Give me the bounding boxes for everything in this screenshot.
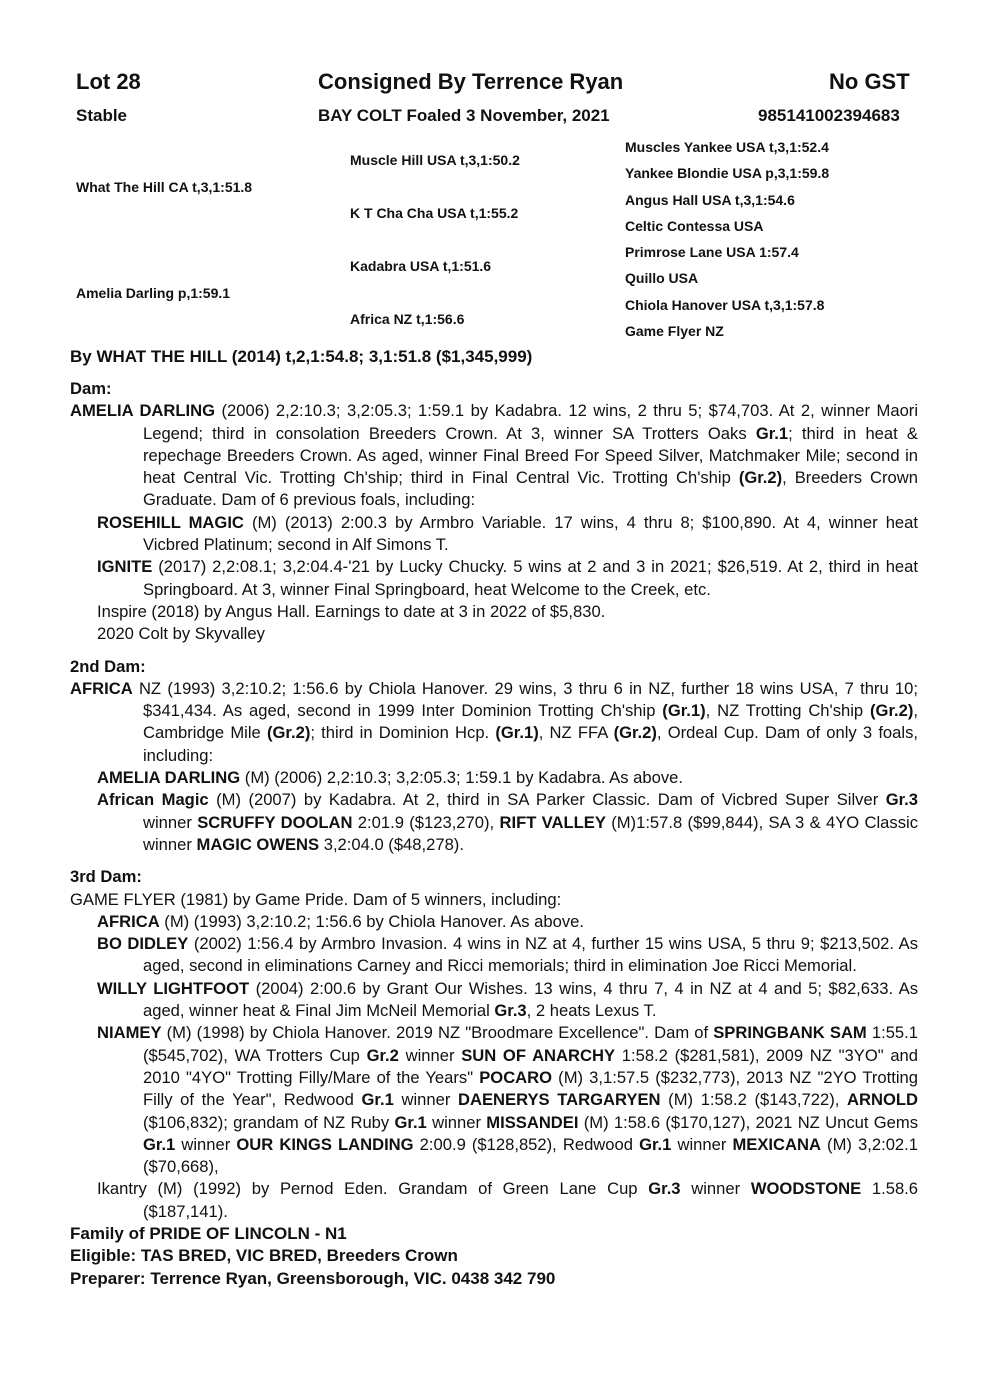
pedigree-gen3-3: Angus Hall USA t,3,1:54.6	[625, 192, 795, 208]
catalogue-body	[70, 378, 918, 1290]
third-dam-heading: 3rd Dam:	[70, 867, 142, 887]
foal-entry-ikantry: Ikantry (M) (1992) by Pernod Eden. Grandam of Green Lane Cup Gr.3 winner WOODSTONE 1.58.6 ($187,141).	[97, 1179, 919, 1221]
pedigree-gen3-6: Quillo USA	[625, 270, 699, 286]
stable-label: Stable	[76, 106, 128, 125]
pedigree-dam: Amelia Darling p,1:59.1	[76, 285, 231, 301]
pedigree-gen3-8: Game Flyer NZ	[625, 323, 724, 339]
foal-entry-2020-colt: 2020 Colt by Skyvalley	[97, 624, 265, 644]
foal-entry-african-magic: African Magic (M) (2007) by Kadabra. At 2, third in SA Parker Classic. Dam of Vicbred Super Silver Gr.3 winner SCRUFFY DOOLAN 2:01.9 ($123,270), RIFT VALLEY (M)1:57.8 ($99,844), SA 3 & 4YO Classic winner MAGIC OWENS 3,2:04.0 ($48,278).	[97, 790, 918, 854]
dam-heading: Dam:	[70, 379, 112, 398]
pedigree-sire: What The Hill CA t,3,1:51.8	[76, 179, 253, 195]
family-line: Family of PRIDE OF LINCOLN - N1	[70, 1223, 347, 1243]
foal-entry-willy-lightfoot: WILLY LIGHTFOOT (2004) 2:00.6 by Grant Our Wishes. 13 wins, 4 thru 7, 4 in NZ at 4 and 5; $82,633. As aged, winner heat & Final Jim McNeil Memorial Gr.3, 2 heats Lexus T.	[97, 978, 919, 1021]
foal-entry-bo-didley: BO DIDLEY (2002) 1:56.4 by Armbro Invasion. 4 wins in NZ at 4, further 15 wins USA, 5 thru 9; $213,502. As aged, second in eliminations Carney and Ricci memorials; third in elimination Joe Ricci Memorial.	[97, 934, 918, 976]
foal-entry-niamey: NIAMEY (M) (1998) by Chiola Hanover. 2019 NZ "Broodmare Excellence". Dam of SPRINGBANK SAM 1:55.1 ($545,702), WA Trotters Cup Gr.2 winner SUN OF ANARCHY 1:58.2 ($281,581), 2009 NZ "3YO" and 2010 "4YO" Trotting Filly/Mare of the Years" POCARO (M) 3,1:57.5 ($232,773), 2013 NZ "2YO Trotting Filly of the Year", Redwood Gr.1 winner DAENERYS TARGARYEN (M) 1:58.2 ($143,722), ARNOLD ($106,832); grandam of NZ Ruby Gr.1 winner MISSANDEI (M) 1:58.6 ($170,127), 2021 NZ Uncut Gems Gr.1 winner OUR KINGS LANDING 2:00.9 ($128,852), Redwood Gr.1 winner MEXICANA (M) 3,2:02.1 ($70,668),	[97, 1023, 919, 1177]
pedigree-gen3-2: Yankee Blondie USA p,3,1:59.8	[625, 165, 830, 181]
eligible-line: Eligible: TAS BRED, VIC BRED, Breeders Crown	[70, 1246, 458, 1266]
pedigree-dam-sire: Kadabra USA t,1:51.6	[350, 258, 492, 274]
foal-entry-amelia: AMELIA DARLING (M) (2006) 2,2:10.3; 3,2:05.3; 1:59.1 by Kadabra. As above.	[97, 768, 683, 788]
microchip-number: 985141002394683	[758, 106, 900, 125]
pedigree-gen3-5: Primrose Lane USA 1:57.4	[625, 244, 799, 260]
pedigree-gen3-7: Chiola Hanover USA t,3,1:57.8	[625, 297, 825, 313]
pedigree-sire-sire: Muscle Hill USA t,3,1:50.2	[350, 152, 520, 168]
pedigree-sire-dam: K T Cha Cha USA t,1:55.2	[350, 205, 519, 221]
lot-number: Lot 28	[76, 69, 141, 94]
foal-entry-rosehill: ROSEHILL MAGIC (M) (2013) 2:00.3 by Armbro Variable. 17 wins, 4 thru 8; $100,890. At 4, winner heat Vicbred Platinum; second in Alf Simons T.	[97, 512, 918, 555]
colt-description: BAY COLT Foaled 3 November, 2021	[318, 106, 610, 125]
second-dam-heading: 2nd Dam:	[70, 656, 146, 676]
dam-entry: AMELIA DARLING (2006) 2,2:10.3; 3,2:05.3; 1:59.1 by Kadabra. 12 wins, 2 thru 5; $74,703. At 2, winner Maori Legend; third in consolation Breeders Crown. At 3, winner SA Trotters Oaks Gr.1; third in heat & repechage Breeders Crown. As aged, winner Final Breed For Speed Silver, Matchmaker Mile; second in heat Central Vic. Trotting Ch'ship; third in Final Central Vic. Trotting Ch'ship (Gr.2), Breeders Crown Graduate. Dam of 6 previous foals, including:	[70, 401, 919, 510]
pedigree-gen3-4: Celtic Contessa USA	[625, 218, 764, 234]
preparer-line: Preparer: Terrence Ryan, Greensborough, VIC. 0438 342 790	[70, 1268, 556, 1288]
consignor: Consigned By Terrence Ryan	[318, 69, 624, 94]
foal-entry-inspire: Inspire (2018) by Angus Hall. Earnings to date at 3 in 2022 of $5,830.	[97, 601, 606, 621]
pedigree-gen3-1: Muscles Yankee USA t,3,1:52.4	[625, 139, 829, 155]
pedigree-dam-dam: Africa NZ t,1:56.6	[350, 311, 465, 327]
foal-entry-africa: AFRICA (M) (1993) 3,2:10.2; 1:56.6 by Chiola Hanover. As above.	[97, 911, 584, 931]
foal-entry-ignite: IGNITE (2017) 2,2:08.1; 3,2:04.4-'21 by Lucky Chucky. 5 wins at 2 and 3 in 2021; $26,519. At 2, third in heat Springboard. At 3, winner Final Springboard, heat Welcome to the Creek, etc.	[97, 557, 918, 599]
third-dam-entry: GAME FLYER (1981) by Game Pride. Dam of 5 winners, including:	[70, 889, 562, 909]
by-line: By WHAT THE HILL (2014) t,2,1:54.8; 3,1:51.8 ($1,345,999)	[70, 347, 533, 366]
dam-name: AMELIA DARLING	[70, 401, 216, 421]
gst-status: No GST	[829, 69, 910, 94]
second-dam-entry: AFRICA NZ (1993) 3,2:10.2; 1:56.6 by Chiola Hanover. 29 wins, 3 thru 6 in NZ, further 18 wins USA, 7 thru 10; $341,434. As aged, second in 1999 Inter Dominion Trotting Ch'ship (Gr.1), NZ Trotting Ch'ship (Gr.2), Cambridge Mile (Gr.2); third in Dominion Hcp. (Gr.1), NZ FFA (Gr.2), Ordeal Cup. Dam of only 3 foals, including:	[70, 678, 918, 765]
